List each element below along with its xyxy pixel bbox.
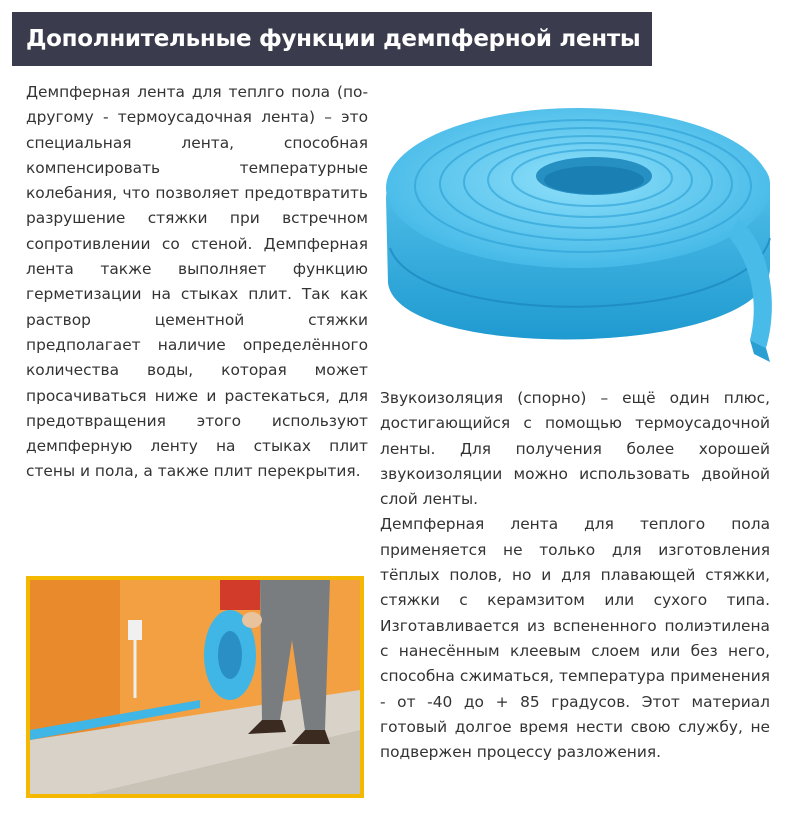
right-text-column [380, 386, 770, 765]
intro-paragraph: Демпферная лента для теплго пола (по-другому - термоусадочная лента) – это специальная лента, способная компенсировать температурные колебания, что позволяет предотвратить разрушение стяжки при встречном сопротивлении со стеной. Демпферная лента также выполняет функцию герметизации на стыках плит. Так как раствор цементной стяжки предполагает наличие определённого количества воды, которая может просачиваться ниже и растекаться, для предотвращения этого используют демпферную ленту на стыках плит стены и пола, а также плит перекрытия. [26, 83, 368, 481]
left-text-column [26, 80, 368, 485]
installation-photo [26, 576, 364, 798]
application-paragraph: Демпферная лента для теплого пола применяется не только для изготовления тёплых полов, но и для плавающей стяжки, стяжки с керамзитом или сухого типа. Изготавливается из вспененного полиэтилена с нанесённым клеевым слоем или без него, способна сжиматься, температура применения - от -40 до + 85 градусов. Этот материал готовый долгое время нести свою службу, не подвержен процессу разложения. [380, 515, 770, 762]
page-title: Дополнительные функции демпферной ленты [26, 26, 641, 52]
title-banner [12, 12, 652, 66]
damper-tape-roll-image [378, 78, 782, 378]
soundproofing-paragraph: Звукоизоляция (спорно) – ещё один плюс, достигающийся с помощью термоусадочной ленты. Для получения более хорошей звукоизоляции можно использовать двойной слой ленты. [380, 389, 770, 509]
